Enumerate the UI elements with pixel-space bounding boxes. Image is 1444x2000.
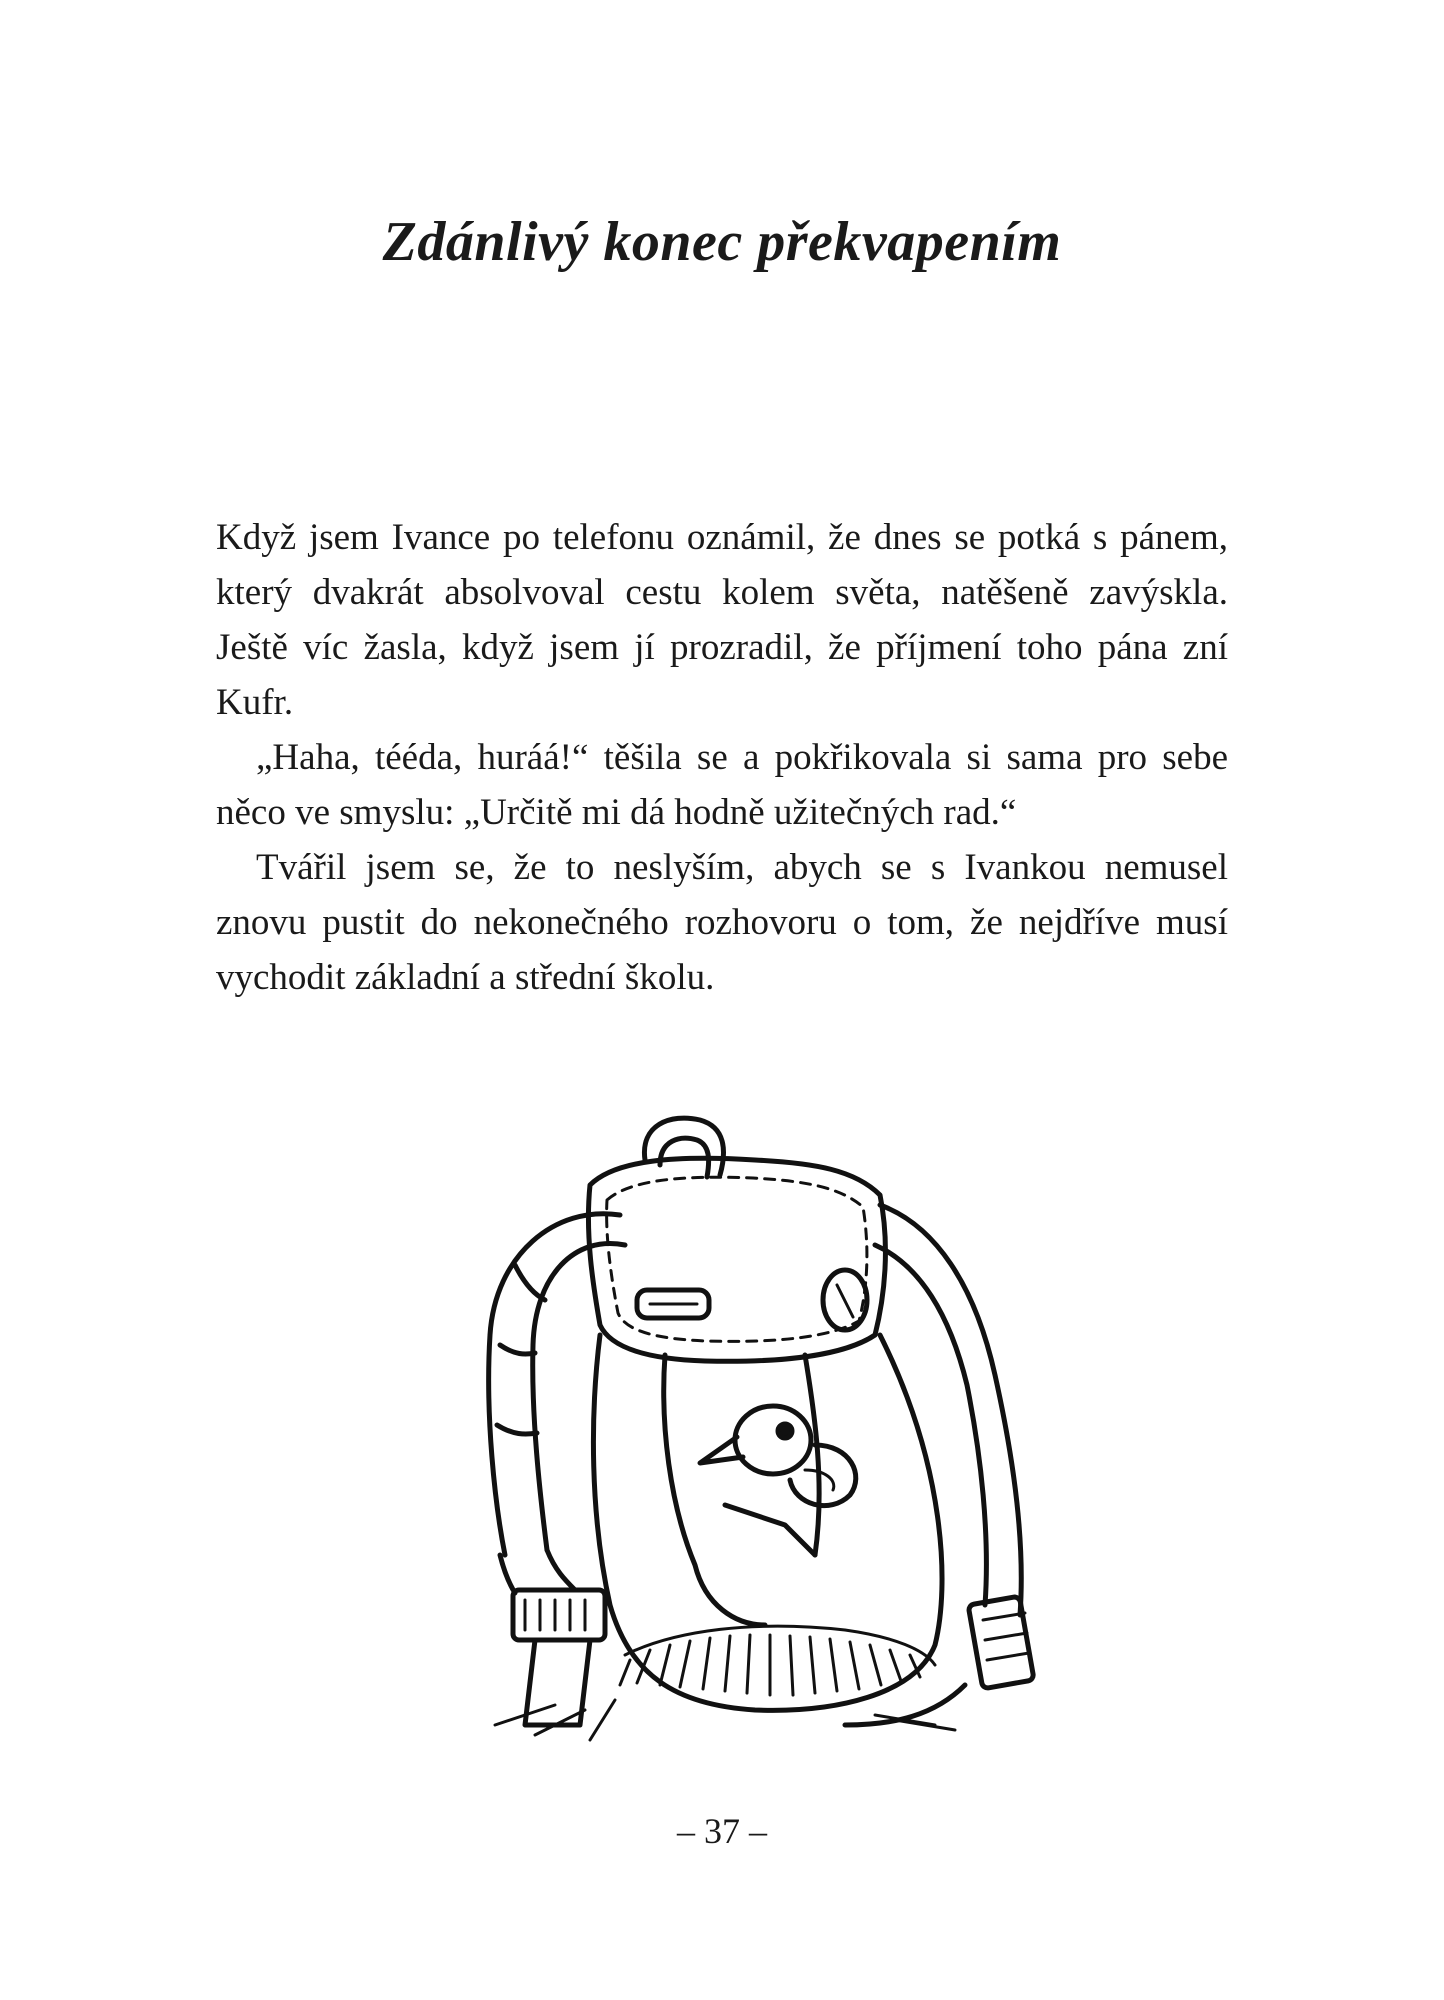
page-number: – 37 – bbox=[677, 1811, 767, 1851]
body-text bbox=[216, 510, 1228, 1005]
paragraph-2: „Haha, tééda, huráá!“ těšila se a pokřikovala si sama pro sebe něco ve smyslu: „Určitě mi dá hodně užitečných rad.“ bbox=[216, 737, 1228, 833]
paragraph-3: Tvářil jsem se, že to neslyším, abych se s Ivankou nemusel znovu pustit do nekonečného rozhovoru o tom, že nejdříve musí vychodit základní a střední školu. bbox=[216, 847, 1228, 998]
paragraph-1: Když jsem Ivance po telefonu oznámil, že dnes se potká s pánem, který dvakrát absolvoval cestu kolem světa, natěšeně zavýskla. Ještě víc žasla, když jsem jí prozradil, že příjmení toho pána zní Kufr. bbox=[216, 517, 1228, 723]
chapter-title: Zdánlivý konec překvapením bbox=[382, 211, 1062, 273]
backpack-illustration bbox=[375, 1085, 1095, 1750]
